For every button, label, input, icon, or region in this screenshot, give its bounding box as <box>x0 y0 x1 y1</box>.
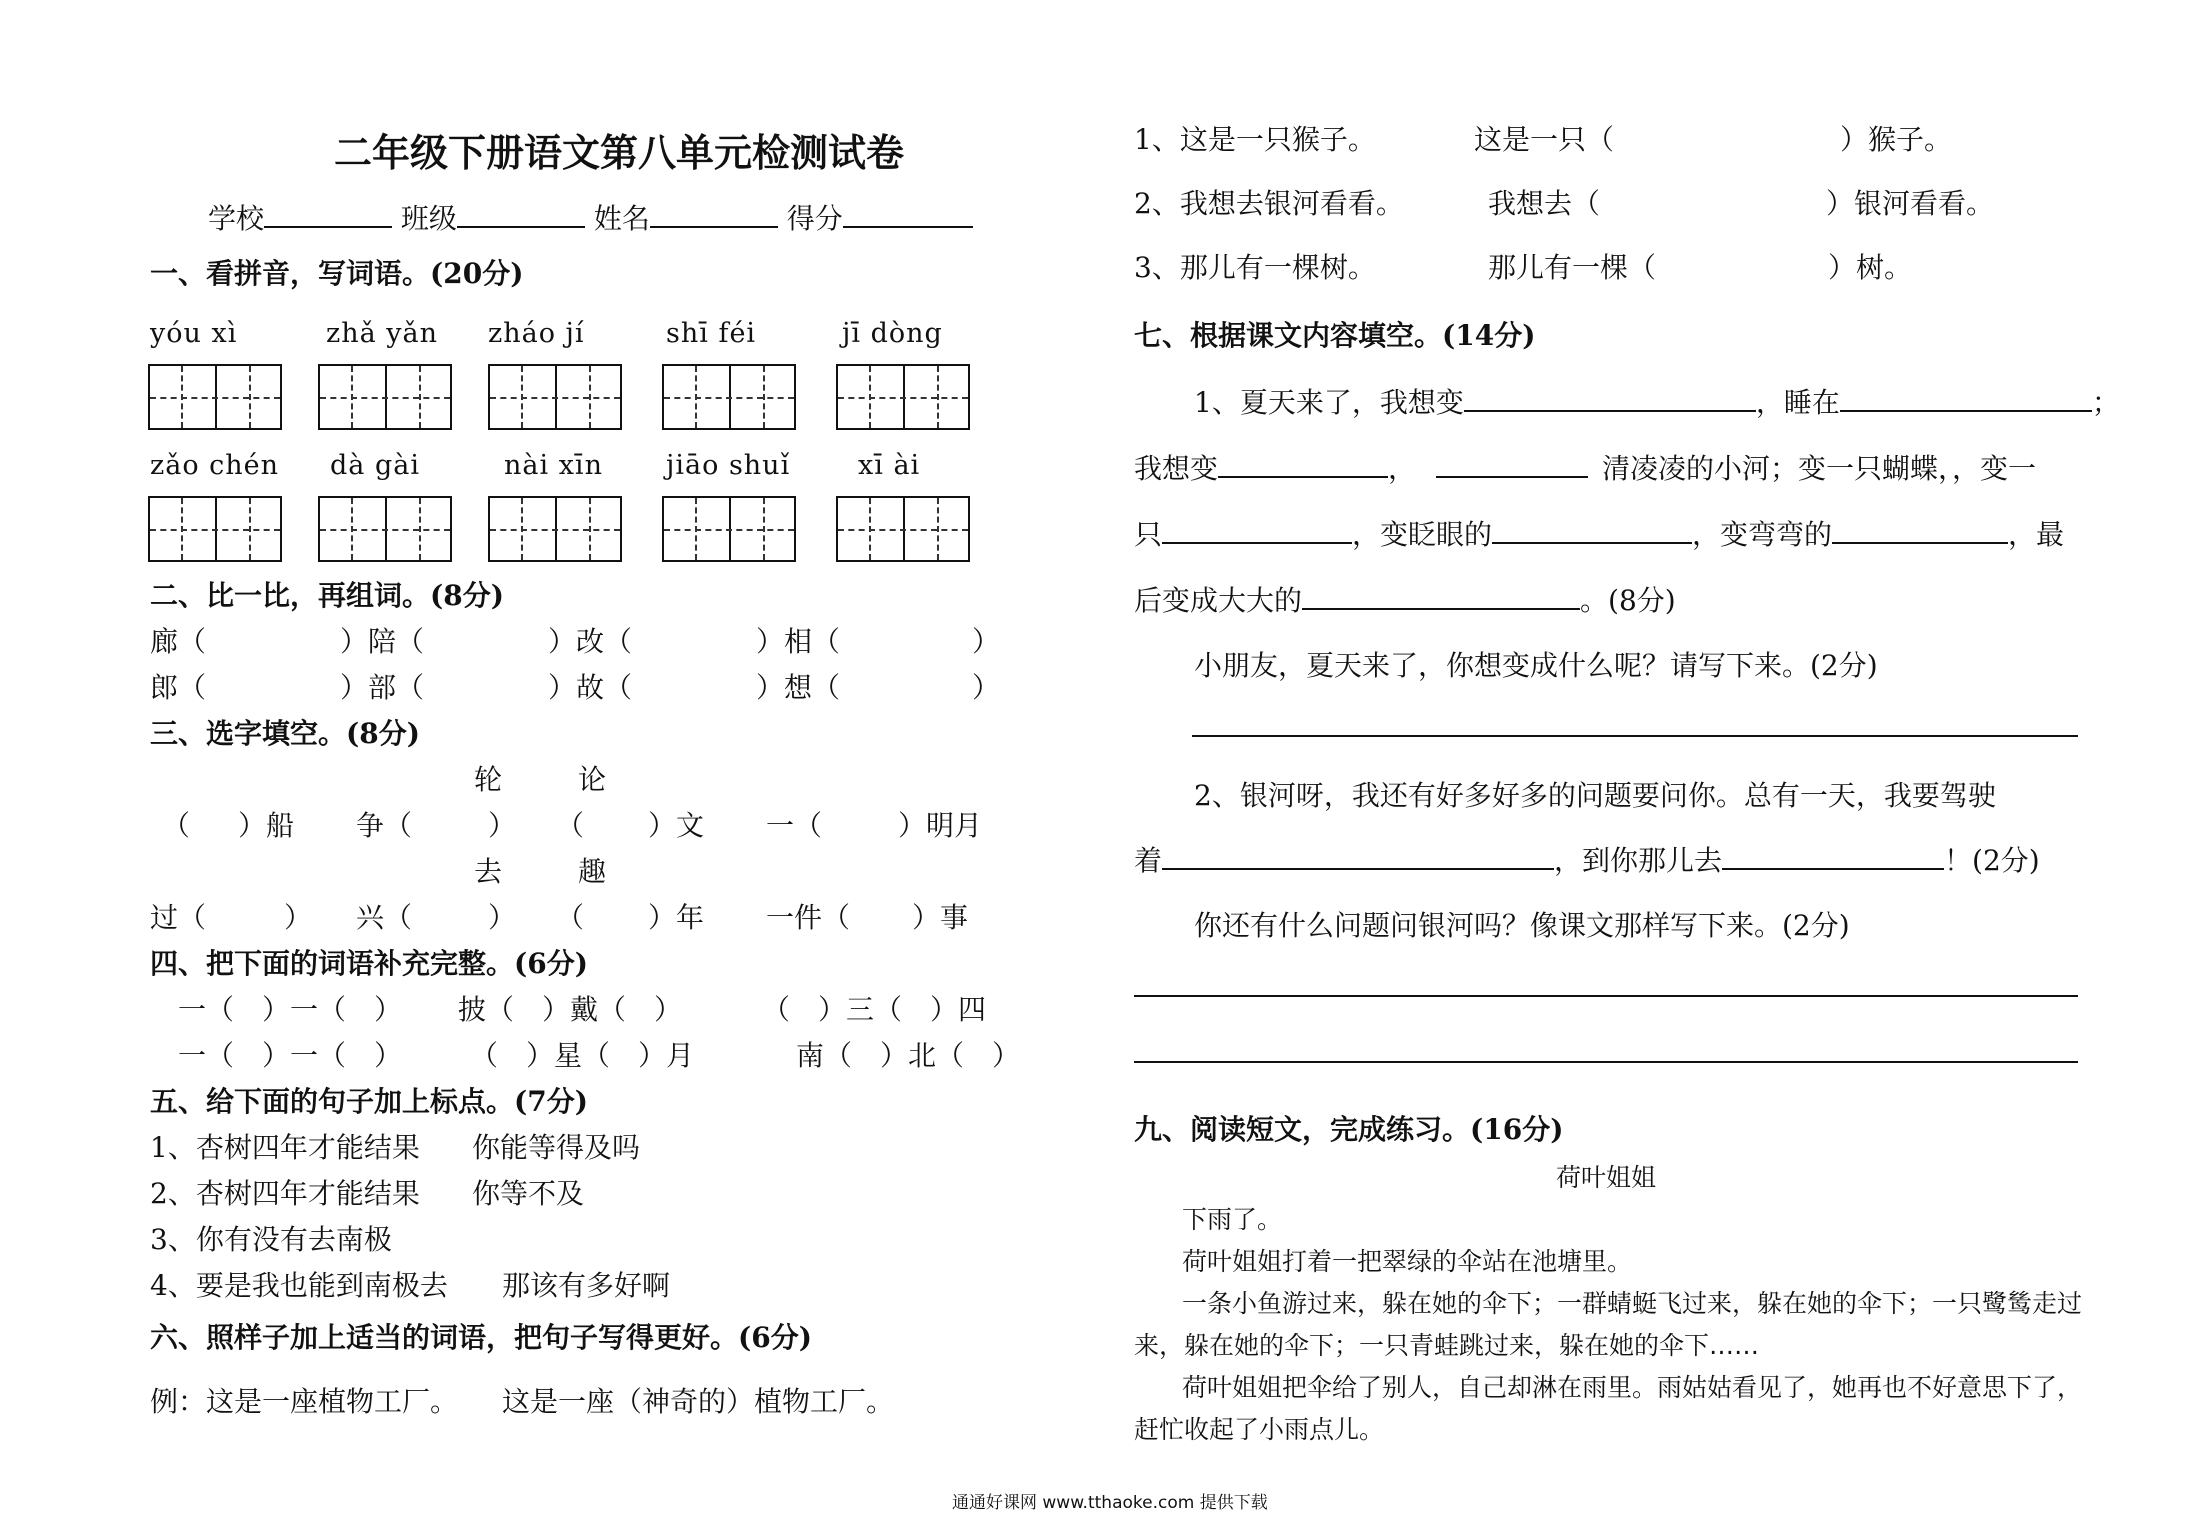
sec6-example-b: 这是一座（神奇的）植物工厂。 <box>502 1385 895 1418</box>
sec7-p5: 2、银河呀，我还有好多好多的问题要问你。总有一天，我要驾驶 <box>1194 779 1996 812</box>
sec3-r1: ）明月 <box>898 809 983 842</box>
story-paragraph: 荷叶姐姐打着一把翠绿的伞站在池塘里。 <box>1182 1247 1633 1276</box>
sec4-r2-c: 南（ ）北（ ） <box>796 1039 1021 1072</box>
pinyin-2-1: zǎo chén <box>150 450 280 481</box>
sec3-r1: ）船 <box>238 809 295 842</box>
class-field[interactable] <box>457 196 585 228</box>
writing-grid[interactable] <box>488 496 622 562</box>
section-6-title: 六、照样子加上适当的词语，把句子写得更好。(6分) <box>150 1321 812 1354</box>
sec6-item-1c: ）猴子。 <box>1840 123 1953 156</box>
writing-grid[interactable] <box>148 364 282 430</box>
sec7-p3-text: ，最 <box>2008 518 2065 551</box>
choice-char: 趣 <box>578 855 607 888</box>
class-label: 班级 <box>400 202 457 235</box>
pinyin-1-1: yóu xì <box>150 318 238 349</box>
answer-blank[interactable] <box>1464 380 1756 412</box>
story-paragraph: 一条小鱼游过来，躲在她的伞下；一群蜻蜓飞过来，躲在她的伞下；一只鹭鸶走过 <box>1182 1289 2083 1318</box>
footer: 通通好课网 www.tthaoke.com 提供下载 <box>952 1493 1268 1513</box>
story-paragraph: 下雨了。 <box>1182 1205 1283 1234</box>
pinyin-2-2: dà gài <box>330 450 420 481</box>
story-paragraph: 来，躲在她的伞下；一只青蛙跳过来，躲在她的伞下…… <box>1134 1331 1760 1360</box>
story-paragraph: 赶忙收起了小雨点儿。 <box>1134 1415 1385 1444</box>
sec7-p1-text: ，睡在 <box>1755 386 1840 419</box>
sec7-p6-text: ，到你那儿去 <box>1554 844 1723 877</box>
sec2-r1-b: ）陪（ <box>340 625 425 658</box>
sec7-q2: 你还有什么问题问银河吗？像课文那样写下来。(2分) <box>1194 909 1850 942</box>
writing-grid[interactable] <box>836 496 970 562</box>
school-field[interactable] <box>264 196 392 228</box>
sec7-p6 <box>1134 838 2040 879</box>
sec5-item: 3、你有没有去南极 <box>150 1223 392 1256</box>
sec6-item-3c: ）树。 <box>1828 251 1913 284</box>
writing-grid[interactable] <box>662 364 796 430</box>
answer-blank[interactable] <box>1492 512 1692 544</box>
sec2-r1-a: 廊（ <box>150 625 207 658</box>
sec6-item-3a: 3、那儿有一棵树。 <box>1134 251 1376 284</box>
page-title: 二年级下册语文第八单元检测试卷 <box>334 130 905 175</box>
sec7-p3-text: ，变眨眼的 <box>1352 518 1493 551</box>
sec7-q1: 小朋友，夏天来了，你想变成什么呢？请写下来。(2分) <box>1194 649 1878 682</box>
sec5-item: 1、杏树四年才能结果 <box>150 1131 420 1164</box>
section-7-title: 七、根据课文内容填空。(14分) <box>1134 319 1536 352</box>
writing-grid[interactable] <box>488 364 622 430</box>
sec6-item-1a: 1、这是一只猴子。 <box>1134 123 1376 156</box>
sec5-item: 你等不及 <box>472 1177 585 1210</box>
sec3-r2: ） <box>284 901 313 934</box>
sec5-item: 那该有多好啊 <box>502 1269 671 1302</box>
sec7-p4-text: 。(8分) <box>1580 584 1676 617</box>
sec3-r1: （ <box>162 809 191 842</box>
sec2-r2-d: ）想（ <box>756 671 841 704</box>
sec7-p3 <box>1134 512 2064 553</box>
school-label: 学校 <box>208 202 265 235</box>
sec3-r1: ） <box>488 809 517 842</box>
sec3-r1: 争（ <box>356 809 413 842</box>
answer-blank[interactable] <box>1436 446 1588 478</box>
answer-line[interactable] <box>1134 1061 2078 1063</box>
sec7-p1 <box>1194 380 2120 421</box>
choice-char: 轮 <box>474 763 503 796</box>
sec6-item-2c: ）银河看看。 <box>1826 187 1995 220</box>
section-9-title: 九、阅读短文，完成练习。(16分) <box>1134 1113 1564 1146</box>
sec2-r1-e: ） <box>972 625 1001 658</box>
score-label: 得分 <box>786 202 843 235</box>
sec7-p2-text: 我想变 <box>1134 452 1219 485</box>
info-row <box>208 196 973 237</box>
sec4-r1-a: 一（ ）一（ ） <box>178 993 403 1026</box>
section-2-title: 二、比一比，再组词。(8分) <box>150 579 504 612</box>
section-1-title: 一、看拼音，写词语。(20分) <box>150 257 524 290</box>
writing-grid[interactable] <box>662 496 796 562</box>
sec7-p3-text: ，变弯弯的 <box>1692 518 1833 551</box>
writing-grid[interactable] <box>148 496 282 562</box>
answer-blank[interactable] <box>1840 380 2092 412</box>
sec7-p1-text: 1、夏天来了，我想变 <box>1194 386 1464 419</box>
answer-blank[interactable] <box>1162 512 1352 544</box>
writing-grid[interactable] <box>836 364 970 430</box>
sec3-r1: （ <box>556 809 585 842</box>
name-label: 姓名 <box>593 202 650 235</box>
sec3-r1: 一（ <box>766 809 823 842</box>
sec7-p6-text: ！(2分) <box>1944 844 2040 877</box>
sec7-p3-text: 只 <box>1134 518 1163 551</box>
choice-char: 去 <box>474 855 503 888</box>
sec7-p2-text: 清凌凌的小河；变一只蝴蝶，，变一 <box>1602 452 2037 485</box>
sec5-item: 4、要是我也能到南极去 <box>150 1269 448 1302</box>
sec7-p6-text: 着 <box>1134 844 1163 877</box>
writing-grid[interactable] <box>318 496 452 562</box>
pinyin-1-4: shī féi <box>666 318 757 349</box>
sec6-item-2b: 我想去（ <box>1488 187 1601 220</box>
sec3-r2: 一件（ <box>766 901 851 934</box>
sec7-p2 <box>1134 446 2036 487</box>
sec2-r2-a: 郎（ <box>150 671 207 704</box>
answer-line[interactable] <box>1134 995 2078 997</box>
sec4-r2-a: 一（ ）一（ ） <box>178 1039 403 1072</box>
sec6-item-2a: 2、我想去银河看看。 <box>1134 187 1404 220</box>
answer-blank[interactable] <box>1302 578 1580 610</box>
sec3-r2: （ <box>556 901 585 934</box>
sec2-r2-c: ）故（ <box>548 671 633 704</box>
name-field[interactable] <box>650 196 778 228</box>
sec7-p2-text: ， <box>1388 452 1417 485</box>
sec2-r2-b: ）部（ <box>340 671 425 704</box>
pinyin-2-4: jiāo shuǐ <box>666 450 791 481</box>
answer-blank[interactable] <box>1218 446 1388 478</box>
sec6-item-3b: 那儿有一棵（ <box>1488 251 1657 284</box>
pinyin-2-5: xī ài <box>858 450 921 481</box>
pinyin-1-3: zháo jí <box>488 318 585 349</box>
sec5-item: 2、杏树四年才能结果 <box>150 1177 420 1210</box>
score-field[interactable] <box>843 196 973 228</box>
sec4-r1-b: 披（ ）戴（ ） <box>458 993 683 1026</box>
sec5-item: 你能等得及吗 <box>472 1131 641 1164</box>
sec3-r1: ）文 <box>648 809 705 842</box>
sec3-r2: 过（ <box>150 901 207 934</box>
pinyin-1-2: zhǎ yǎn <box>326 318 439 349</box>
sec6-example-a: 例：这是一座植物工厂。 <box>150 1385 459 1418</box>
sec3-r2: ）事 <box>912 901 969 934</box>
sec3-r2: ） <box>488 901 517 934</box>
sec2-r2-e: ） <box>972 671 1001 704</box>
sec6-item-1b: 这是一只（ <box>1474 123 1615 156</box>
sec2-r1-d: ）相（ <box>756 625 841 658</box>
story-title: 荷叶姐姐 <box>1556 1163 1657 1192</box>
pinyin-2-3: nài xīn <box>504 450 603 481</box>
sec7-p1-text: ； <box>2091 386 2120 419</box>
writing-grid[interactable] <box>318 364 452 430</box>
sec2-r1-c: ）改（ <box>548 625 633 658</box>
section-3-title: 三、选字填空。(8分) <box>150 717 420 750</box>
sec3-r2: 兴（ <box>356 901 413 934</box>
section-4-title: 四、把下面的词语补充完整。(6分) <box>150 947 588 980</box>
answer-blank[interactable] <box>1722 838 1944 870</box>
sec7-p4-text: 后变成大大的 <box>1134 584 1303 617</box>
sec4-r1-c: （ ）三（ ）四 <box>762 993 987 1026</box>
sec3-r2: ）年 <box>648 901 705 934</box>
section-5-title: 五、给下面的句子加上标点。(7分) <box>150 1085 588 1118</box>
choice-char: 论 <box>578 763 607 796</box>
sec4-r2-b: （ ）星（ ）月 <box>470 1039 695 1072</box>
pinyin-1-5: jī dòng <box>842 318 943 349</box>
answer-blank[interactable] <box>1162 838 1554 870</box>
story-paragraph: 荷叶姐姐把伞给了别人，自己却淋在雨里。雨姑姑看见了，她再也不好意思下了， <box>1182 1373 2083 1402</box>
sec7-p4 <box>1134 578 1676 619</box>
answer-line[interactable] <box>1192 735 2078 737</box>
answer-blank[interactable] <box>1832 512 2008 544</box>
